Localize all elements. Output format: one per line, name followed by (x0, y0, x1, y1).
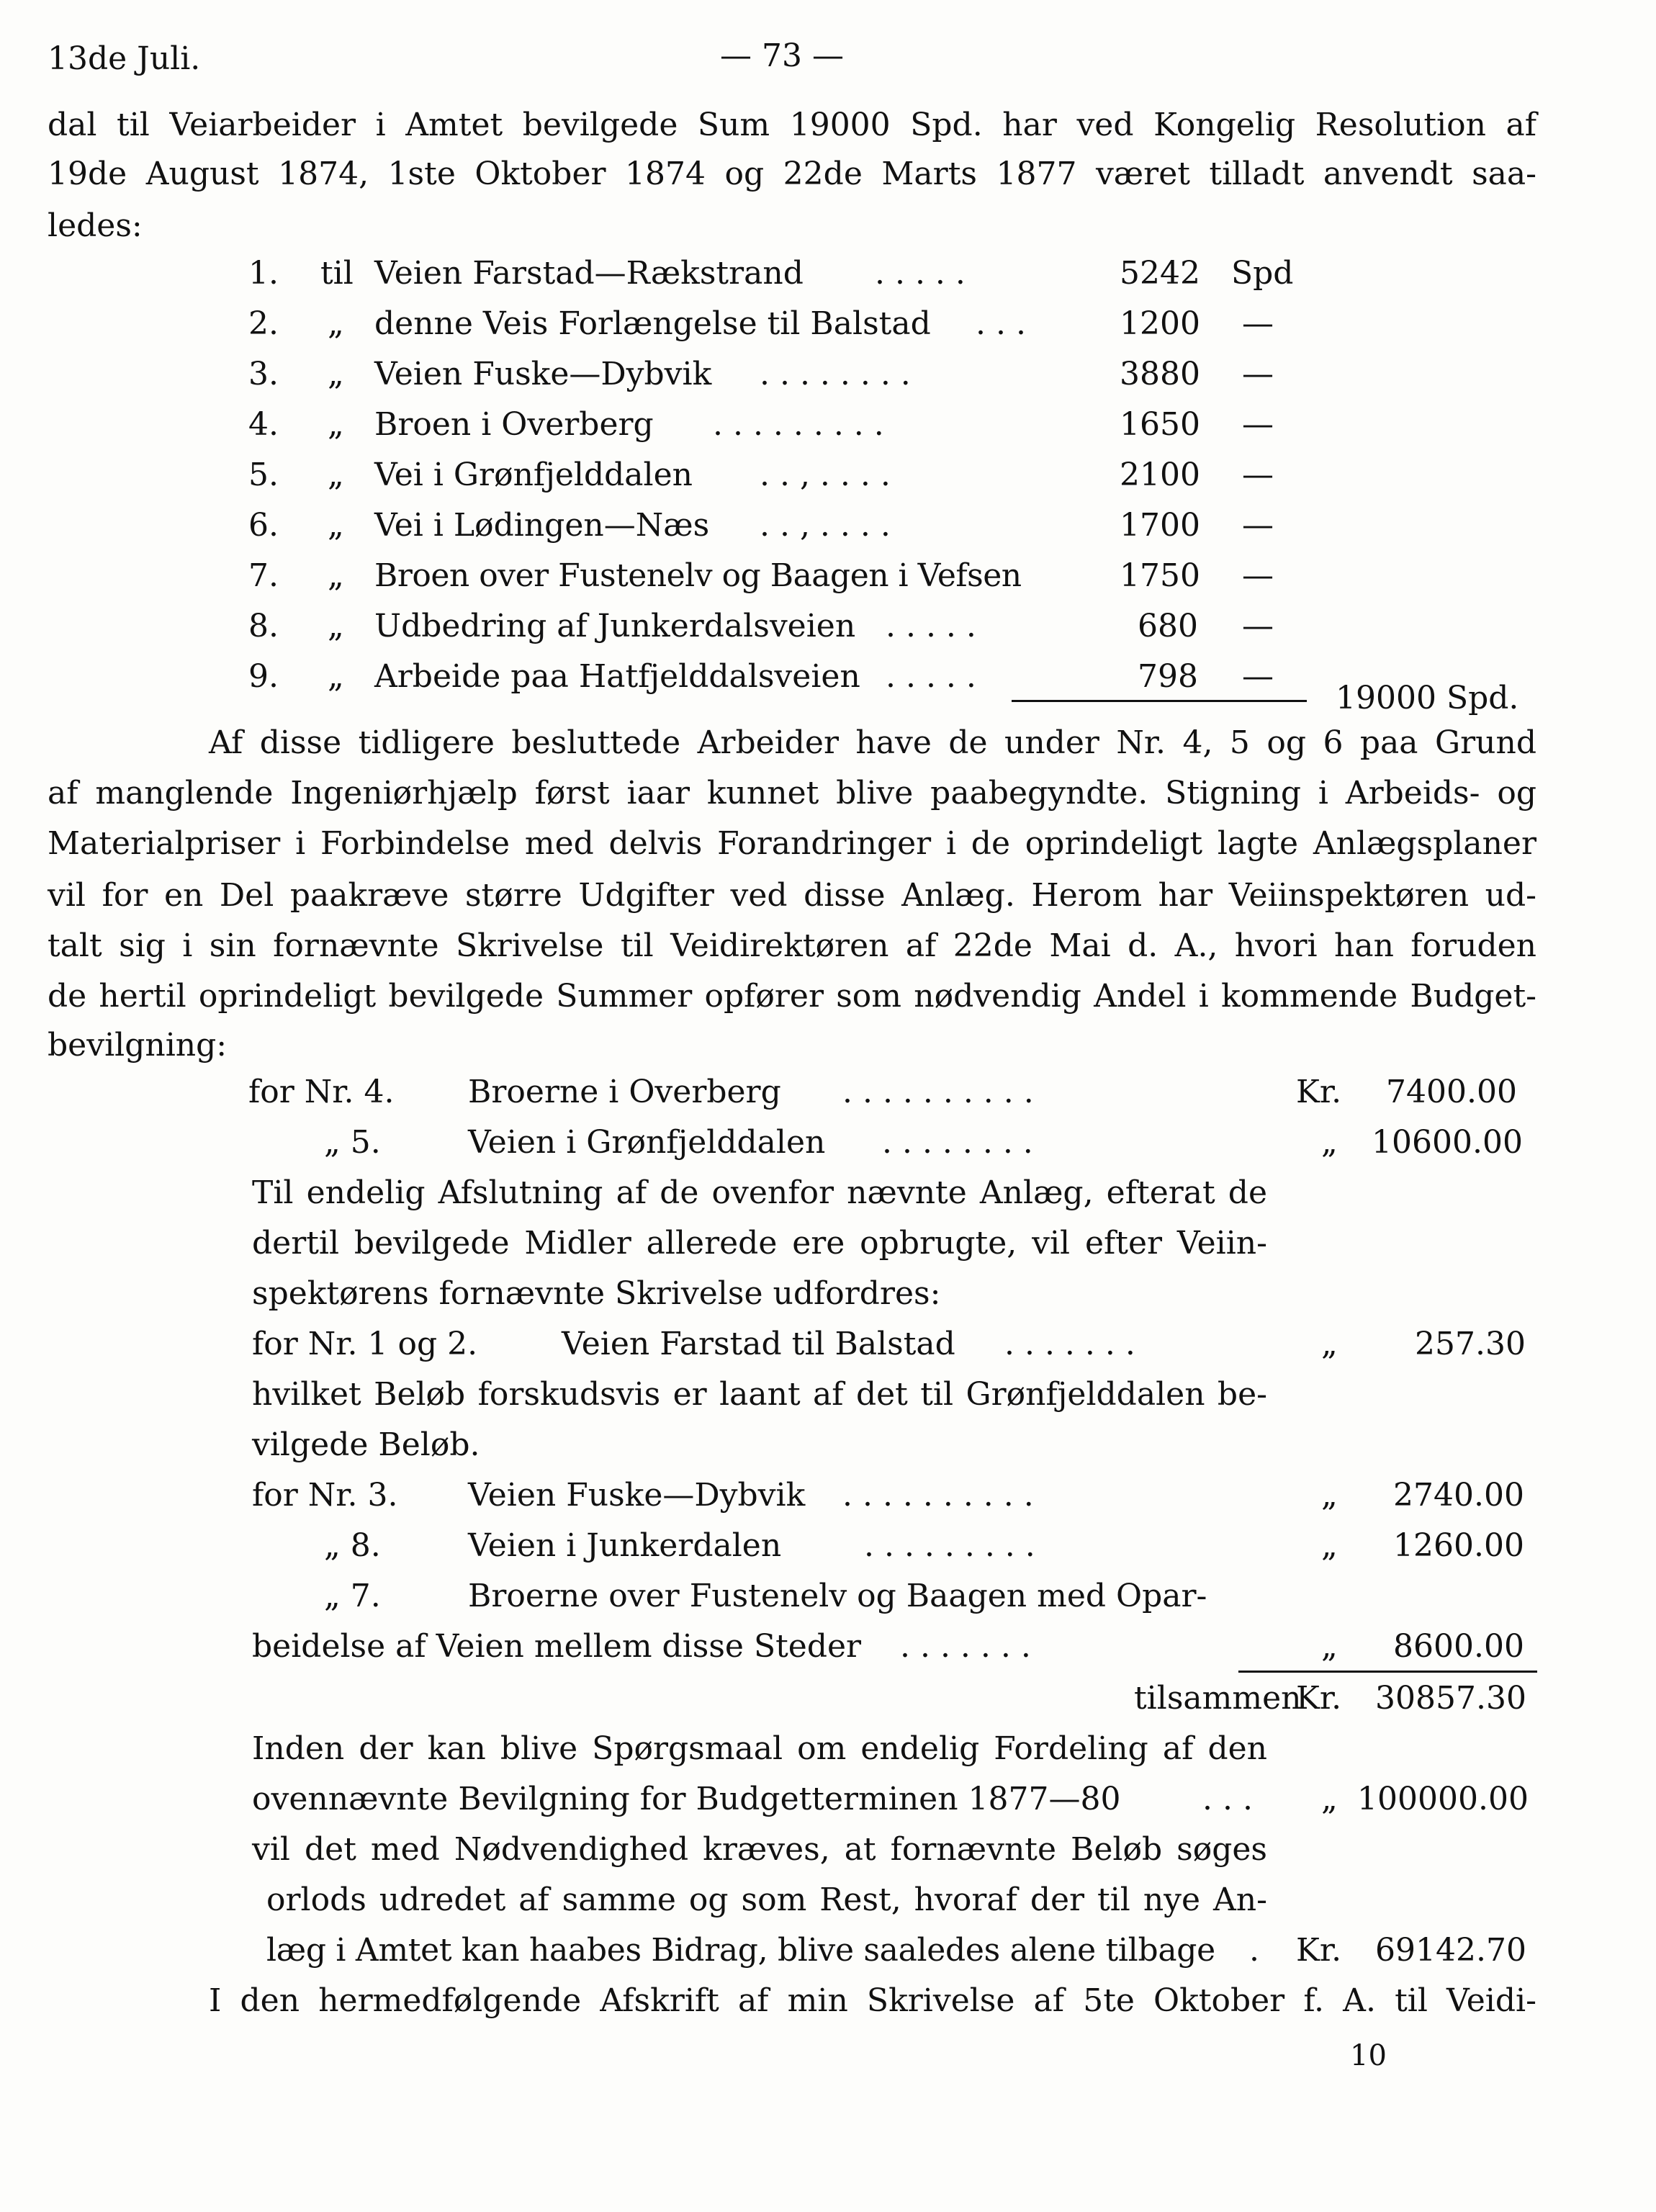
cost-lead: „ 8. (324, 1527, 381, 1564)
allocation-number: 4. (248, 406, 279, 443)
allocation-dots: . . , . . . . (760, 457, 891, 493)
cost-amount: 1260.00 (1393, 1527, 1524, 1564)
cost-lead: for Nr. 3. (252, 1477, 398, 1514)
cost-lead: „ 7. (324, 1578, 381, 1614)
allocation-number: 2. (248, 305, 279, 342)
allocation-number: 6. (248, 507, 279, 544)
cost-amount: 7400.00 (1386, 1074, 1517, 1110)
cost-amount: 10600.00 (1372, 1124, 1523, 1161)
allocation-number: 5. (248, 457, 279, 493)
para2-line-4: vil for en Del paakræve større Udgifter ved disse Anlæg. Herom har Veiinspektøren ud- (48, 877, 1536, 914)
allocation-text: denne Veis Forlængelse til Balstad (374, 305, 931, 342)
cost-dots: . . . . . . . (1004, 1326, 1135, 1362)
cost-note-1: Til endelig Afslutning af de ovenfor nævnte Anlæg, efterat de (252, 1174, 1267, 1211)
subtotal-currency: Kr. (1296, 1680, 1342, 1717)
allocation-unit: — (1242, 305, 1274, 342)
para2-line-7: bevilgning: (48, 1027, 228, 1064)
allocation-unit: — (1242, 608, 1274, 644)
allocation-unit: — (1242, 507, 1274, 544)
cost-lead: „ 5. (324, 1124, 381, 1161)
cost-amount: 257.30 (1415, 1326, 1526, 1362)
allocation-dots: . . . . . . . . (760, 356, 911, 392)
page-number: — 73 — (720, 37, 844, 74)
cost-text: Broerne over Fustenelv og Baagen med Opar- (468, 1578, 1207, 1614)
final-line-2-currency: „ (1321, 1781, 1338, 1817)
allocation-amount: 5242 (1120, 255, 1200, 292)
allocation-unit: — (1242, 406, 1274, 443)
final-line-2-amount: 100000.00 (1357, 1781, 1529, 1817)
cost-text: Veien i Junkerdalen (468, 1527, 782, 1564)
allocation-prefix: „ (328, 608, 344, 644)
subtotal-label: tilsammen (1134, 1680, 1302, 1717)
cost-dots: . . . . . . . (900, 1628, 1031, 1665)
final-line-5-text: læg i Amtet kan haabes Bidrag, blive saaledes alene tilbage (266, 1932, 1215, 1969)
cost-text: beidelse af Veien mellem disse Steder (252, 1628, 862, 1665)
allocation-text: Broen i Overberg (374, 406, 654, 443)
allocation-number: 7. (248, 557, 279, 594)
final-line-2-dots: . . . (1202, 1781, 1253, 1817)
cost-sum-rule (1238, 1671, 1537, 1673)
signature-mark: 10 (1350, 2039, 1387, 2072)
cost-amount: 8600.00 (1393, 1628, 1524, 1665)
final-line-1: Inden der kan blive Spørgsmaal om endelig Fordeling af den (252, 1730, 1267, 1767)
subtotal-amount: 30857.30 (1375, 1680, 1526, 1717)
allocation-text: Udbedring af Junkerdalsveien (374, 608, 856, 644)
intro-line-3: ledes: (48, 207, 143, 244)
allocation-dots: . . . . . (886, 608, 976, 644)
allocation-prefix: „ (328, 457, 344, 493)
allocation-number: 9. (248, 658, 279, 695)
allocation-unit: — (1242, 356, 1274, 392)
cost-currency: „ (1321, 1124, 1338, 1161)
para2-line-1: Af disse tidligere besluttede Arbeider have de under Nr. 4, 5 og 6 paa Grund (209, 724, 1536, 761)
cost-dots: . . . . . . . . . (864, 1527, 1035, 1564)
intro-line-1: dal til Veiarbeider i Amtet bevilgede Sum 19000 Spd. har ved Kongelig Resolution af (48, 107, 1536, 143)
final-line-4: orlods udredet af samme og som Rest, hvoraf der til nye An- (266, 1881, 1267, 1918)
final-line-3: vil det med Nødvendighed kræves, at fornævnte Beløb søges (252, 1831, 1267, 1868)
cost-note-2: dertil bevilgede Midler allerede ere opbrugte, vil efter Veiin- (252, 1225, 1267, 1262)
cost-text: Broerne i Overberg (468, 1074, 781, 1110)
allocation-sum-rule (1012, 700, 1307, 702)
allocation-prefix: „ (328, 406, 344, 443)
allocation-amount: 2100 (1120, 457, 1200, 493)
allocation-unit: Spd (1231, 255, 1294, 292)
final-line-5-amount: 69142.70 (1375, 1932, 1526, 1969)
para2-line-5: talt sig i sin fornævnte Skrivelse til Veidirektøren af 22de Mai d. A., hvori han foruden (48, 927, 1536, 964)
intro-line-2: 19de August 1874, 1ste Oktober 1874 og 22de Marts 1877 været tilladt anvendt saa- (48, 156, 1536, 192)
allocation-number: 1. (248, 255, 279, 292)
allocation-text: Veien Farstad—Rækstrand (374, 255, 804, 292)
allocation-dots: . . . . . . . . . (713, 406, 884, 443)
allocation-amount: 1650 (1120, 406, 1200, 443)
cost-currency: „ (1321, 1628, 1338, 1665)
allocation-unit: — (1242, 457, 1274, 493)
allocation-text: Vei i Grønfjelddalen (374, 457, 693, 493)
allocation-prefix: til (320, 255, 354, 292)
cost-text: Veien i Grønfjelddalen (468, 1124, 826, 1161)
cost-lead: for Nr. 1 og 2. (252, 1326, 478, 1362)
cost-text: Veien Farstad til Balstad (562, 1326, 955, 1362)
allocation-text: Broen over Fustenelv og Baagen i Vefsen (374, 557, 1022, 594)
final-line-5-currency: Kr. (1296, 1932, 1342, 1969)
allocation-prefix: „ (328, 557, 344, 594)
allocation-unit: — (1242, 658, 1274, 695)
allocation-dots: . . , . . . . (760, 507, 891, 544)
cost-currency: „ (1321, 1477, 1338, 1514)
cost-note-3: spektørens fornævnte Skrivelse udfordres: (252, 1275, 941, 1312)
cost-currency: Kr. (1296, 1074, 1342, 1110)
cost-text: Veien Fuske—Dybvik (468, 1477, 806, 1514)
cost-dots: . . . . . . . . (882, 1124, 1033, 1161)
closing-line: I den hermedfølgende Afskrift af min Skrivelse af 5te Oktober f. A. til Veidi- (209, 1982, 1536, 2019)
running-head-date: 13de Juli. (48, 40, 201, 77)
allocation-amount: 1700 (1120, 507, 1200, 544)
allocation-text: Vei i Lødingen—Næs (374, 507, 710, 544)
allocation-dots: . . . (976, 305, 1026, 342)
allocation-prefix: „ (328, 305, 344, 342)
allocation-prefix: „ (328, 658, 344, 695)
para2-line-6: de hertil oprindeligt bevilgede Summer opfører som nødvendig Andel i kommende Budget- (48, 978, 1536, 1015)
allocation-total: 19000 Spd. (1336, 680, 1519, 716)
allocation-text: Arbeide paa Hatfjelddalsveien (374, 658, 860, 695)
allocation-amount: 680 (1138, 608, 1198, 644)
cost-note-4: hvilket Beløb forskudsvis er laant af det til Grønfjelddalen be- (252, 1376, 1267, 1413)
cost-amount: 2740.00 (1393, 1477, 1524, 1514)
allocation-unit: — (1242, 557, 1274, 594)
allocation-dots: . . . . . (875, 255, 966, 292)
final-line-2-text: ovennævnte Bevilgning for Budgetterminen 1877—80 (252, 1781, 1121, 1817)
cost-currency: „ (1321, 1527, 1338, 1564)
allocation-dots: . . . . . (886, 658, 976, 695)
allocation-amount: 1200 (1120, 305, 1200, 342)
allocation-amount: 798 (1138, 658, 1198, 695)
allocation-number: 3. (248, 356, 279, 392)
cost-note-5: vilgede Beløb. (252, 1426, 480, 1463)
allocation-number: 8. (248, 608, 279, 644)
para2-line-2: af manglende Ingeniørhjælp først iaar kunnet blive paabegyndte. Stigning i Arbeids- og (48, 775, 1536, 811)
cost-dots: . . . . . . . . . . (842, 1477, 1034, 1514)
allocation-prefix: „ (328, 507, 344, 544)
final-line-5-dot: . (1249, 1932, 1259, 1969)
allocation-prefix: „ (328, 356, 344, 392)
allocation-amount: 1750 (1120, 557, 1200, 594)
cost-currency: „ (1321, 1326, 1338, 1362)
para2-line-3: Materialpriser i Forbindelse med delvis Forandringer i de oprindeligt lagte Anlægsplaner (48, 825, 1536, 862)
cost-dots: . . . . . . . . . . (842, 1074, 1034, 1110)
allocation-amount: 3880 (1120, 356, 1200, 392)
allocation-text: Veien Fuske—Dybvik (374, 356, 712, 392)
cost-lead: for Nr. 4. (248, 1074, 395, 1110)
